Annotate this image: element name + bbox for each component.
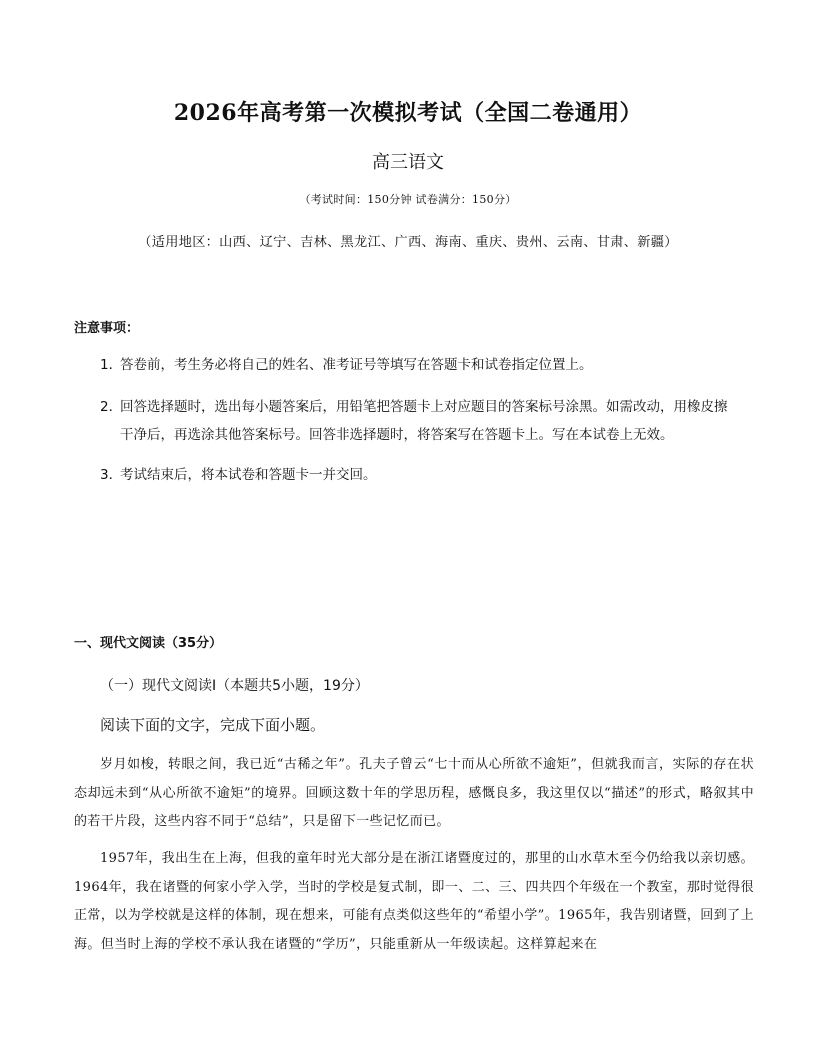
exam-title: 2026年高考第一次模拟考试（全国二卷通用） [173,100,643,126]
notice-item-number: 3． [100,467,123,483]
subsection-heading: （一）现代文阅读Ⅰ（本题共5小题，19分） [100,678,369,694]
applicable-regions: （适用地区：山西、辽宁、吉林、黑龙江、广西、海南、重庆、贵州、云南、甘肃、新疆） [138,235,678,250]
notice-item-text: 答卷前，考生务必将自己的姓名、准考证号等填写在答题卡和试卷指定位置上。 [120,357,593,373]
notice-item-number: 2． [100,399,123,415]
notice-item [100,351,750,379]
exam-subject: 高三语文 [372,152,444,173]
exam-time-score-info: （考试时间：150分钟 试卷满分：150分） [299,193,517,206]
notice-item-number: 1． [100,357,123,373]
section-heading: 一、现代文阅读（35分） [74,636,223,651]
reading-instruction: 阅读下面的文字，完成下面小题。 [100,716,326,734]
notice-item-text: 回答选择题时，选出每小题答案后，用铅笔把答题卡上对应题目的答案标号涂黑。如需改动，用橡皮擦干净后，再选涂其他答案标号。回答非选择题时，将答案写在答题卡上。写在本试卷上无效。 [120,399,728,443]
passage-paragraph: 1957年，我出生在上海，但我的童年时光大部分是在浙江诸暨度过的，那里的山水草木至今仍给我以亲切感。1964年，我在诸暨的何家小学入学，当时的学校是复式制，即一、二、三、四共四个年级在一个教室，那时觉得很正常，以为学校就是这样的体制，现在想来，可能有点类似这些年的“希望小学”。1965年，我告别诸暨，回到了上海。但当时上海的学校不承认我在诸暨的“学历”，只能重新从一年级读起。这样算起来在 [74,851,754,952]
notice-item [100,461,750,489]
notice-heading: 注意事项： [74,321,140,336]
passage-paragraph: 岁月如梭，转眼之间，我已近“古稀之年”。孔夫子曾云“七十而从心所欲不逾矩”，但就我而言，实际的存在状态却远未到“从心所欲不逾矩”的境界。回顾这数十年的学思历程，感慨良多，我这里仅以“描述”的形式，略叙其中的若干片段，这些内容不同于“总结”，只是留下一些记忆而已。 [74,757,754,829]
notice-item [100,393,740,449]
notice-item-text: 考试结束后，将本试卷和答题卡一并交回。 [120,467,377,483]
